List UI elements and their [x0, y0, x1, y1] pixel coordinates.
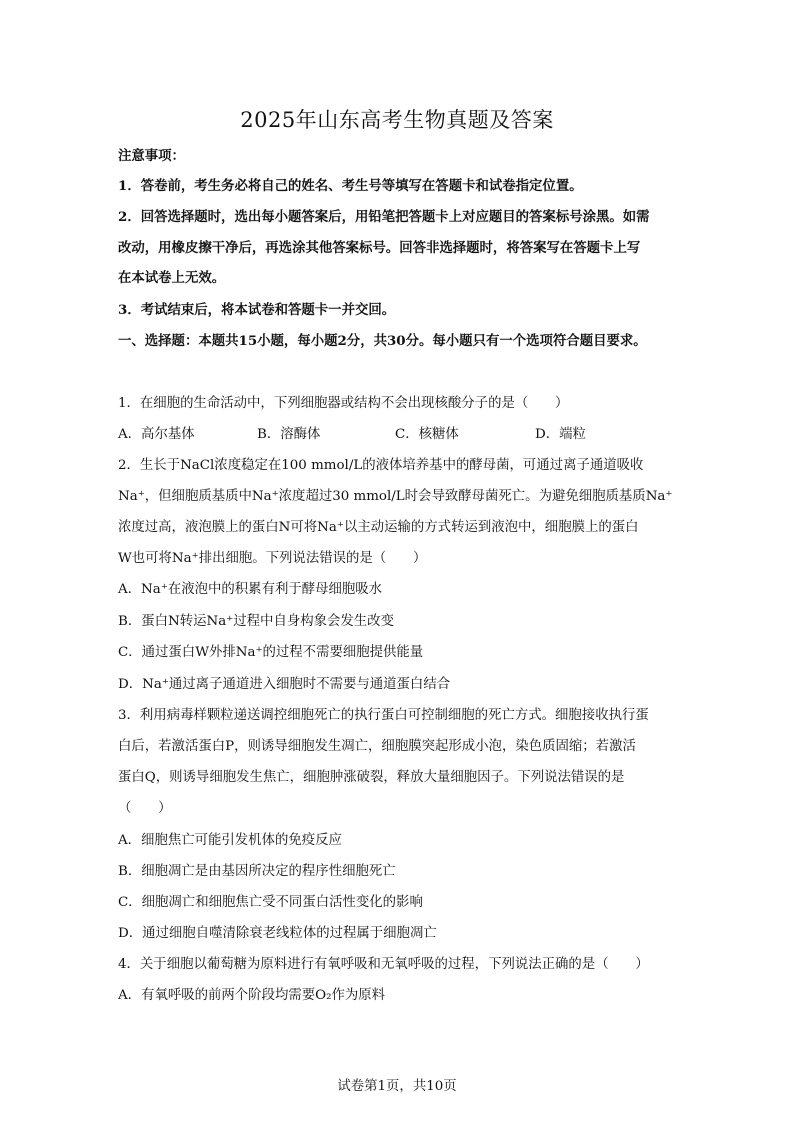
question-2-stem: 2．生长于NaCl浓度稳定在100 mmol/L的液体培养基中的酵母菌，可通过离子通道吸收 [118, 458, 644, 473]
question-2-stem: Na⁺，但细胞质基质中Na⁺浓度超过30 mmol/L时会导致酵母菌死亡。为避免细胞质基质Na⁺ [118, 489, 673, 504]
notice-item: 1．答卷前，考生务必将自己的姓名、考生号等填写在答题卡和试卷指定位置。 [118, 178, 583, 194]
option-a: A．高尔基体 [118, 427, 195, 442]
question-3-stem: 蛋白Q，则诱导细胞发生焦亡，细胞肿涨破裂，释放大量细胞因子。下列说法错误的是 [118, 770, 625, 785]
question-2-option: B．蛋白N转运Na⁺过程中自身构象会发生改变 [118, 614, 394, 629]
question-3-stem: 3．利用病毒样颗粒递送调控细胞死亡的执行蛋白可控制细胞的死亡方式。细胞接收执行蛋 [118, 708, 649, 723]
option-b: B．溶酶体 [257, 427, 321, 442]
question-3-stem: （ ） [118, 801, 172, 816]
notice-item: 2．回答选择题时，选出每小题答案后，用铅笔把答题卡上对应题目的答案标号涂黑。如需 [118, 209, 650, 225]
question-2-option: D．Na⁺通过离子通道进入细胞时不需要与通道蛋白结合 [118, 677, 451, 692]
question-2-stem: 浓度过高，液泡膜上的蛋白N可将Na⁺以主动运输的方式转运到液泡中，细胞膜上的蛋白 [118, 520, 639, 535]
notice-heading: 注意事项： [118, 148, 185, 164]
option-d: D．端粒 [535, 427, 586, 442]
page-footer: 试卷第1页，共10页 [337, 1079, 457, 1094]
notice-item: 在本试卷上无效。 [118, 270, 226, 286]
question-4-stem: 4．关于细胞以葡萄糖为原料进行有氧呼吸和无氧呼吸的过程，下列说法正确的是（ ） [118, 957, 649, 972]
option-c: C．核糖体 [395, 427, 459, 442]
document-title: 2025年山东高考生物真题及答案 [240, 108, 554, 132]
notice-item: 3．考试结束后，将本试卷和答题卡一并交回。 [118, 302, 396, 318]
question-1-stem: 1．在细胞的生命活动中，下列细胞器或结构不会出现核酸分子的是（ ） [118, 396, 569, 411]
question-3-option: C．细胞凋亡和细胞焦亡受不同蛋白活性变化的影响 [118, 895, 423, 910]
section-heading: 一、选择题：本题共15小题，每小题2分，共30分。每小题只有一个选项符合题目要求。 [118, 333, 647, 349]
question-3-option: B．细胞凋亡是由基因所决定的程序性细胞死亡 [118, 864, 396, 879]
question-2-option: C．通过蛋白W外排Na⁺的过程不需要细胞提供能量 [118, 645, 424, 660]
notice-item: 改动，用橡皮擦干净后，再选涂其他答案标号。回答非选择题时，将答案写在答题卡上写 [118, 240, 641, 256]
question-3-option: D．通过细胞自噬清除衰老线粒体的过程属于细胞凋亡 [118, 926, 437, 941]
question-3-option: A．细胞焦亡可能引发机体的免疫反应 [118, 833, 342, 848]
question-2-option: A．Na⁺在液泡中的积累有利于酵母细胞吸水 [118, 582, 383, 597]
question-2-stem: W也可将Na⁺排出细胞。下列说法错误的是（ ） [118, 551, 427, 566]
question-4-option: A．有氧呼吸的前两个阶段均需要O₂作为原料 [118, 988, 386, 1003]
question-3-stem: 白后，若激活蛋白P，则诱导细胞发生凋亡，细胞膜突起形成小泡，染色质固缩；若激活 [118, 739, 636, 754]
